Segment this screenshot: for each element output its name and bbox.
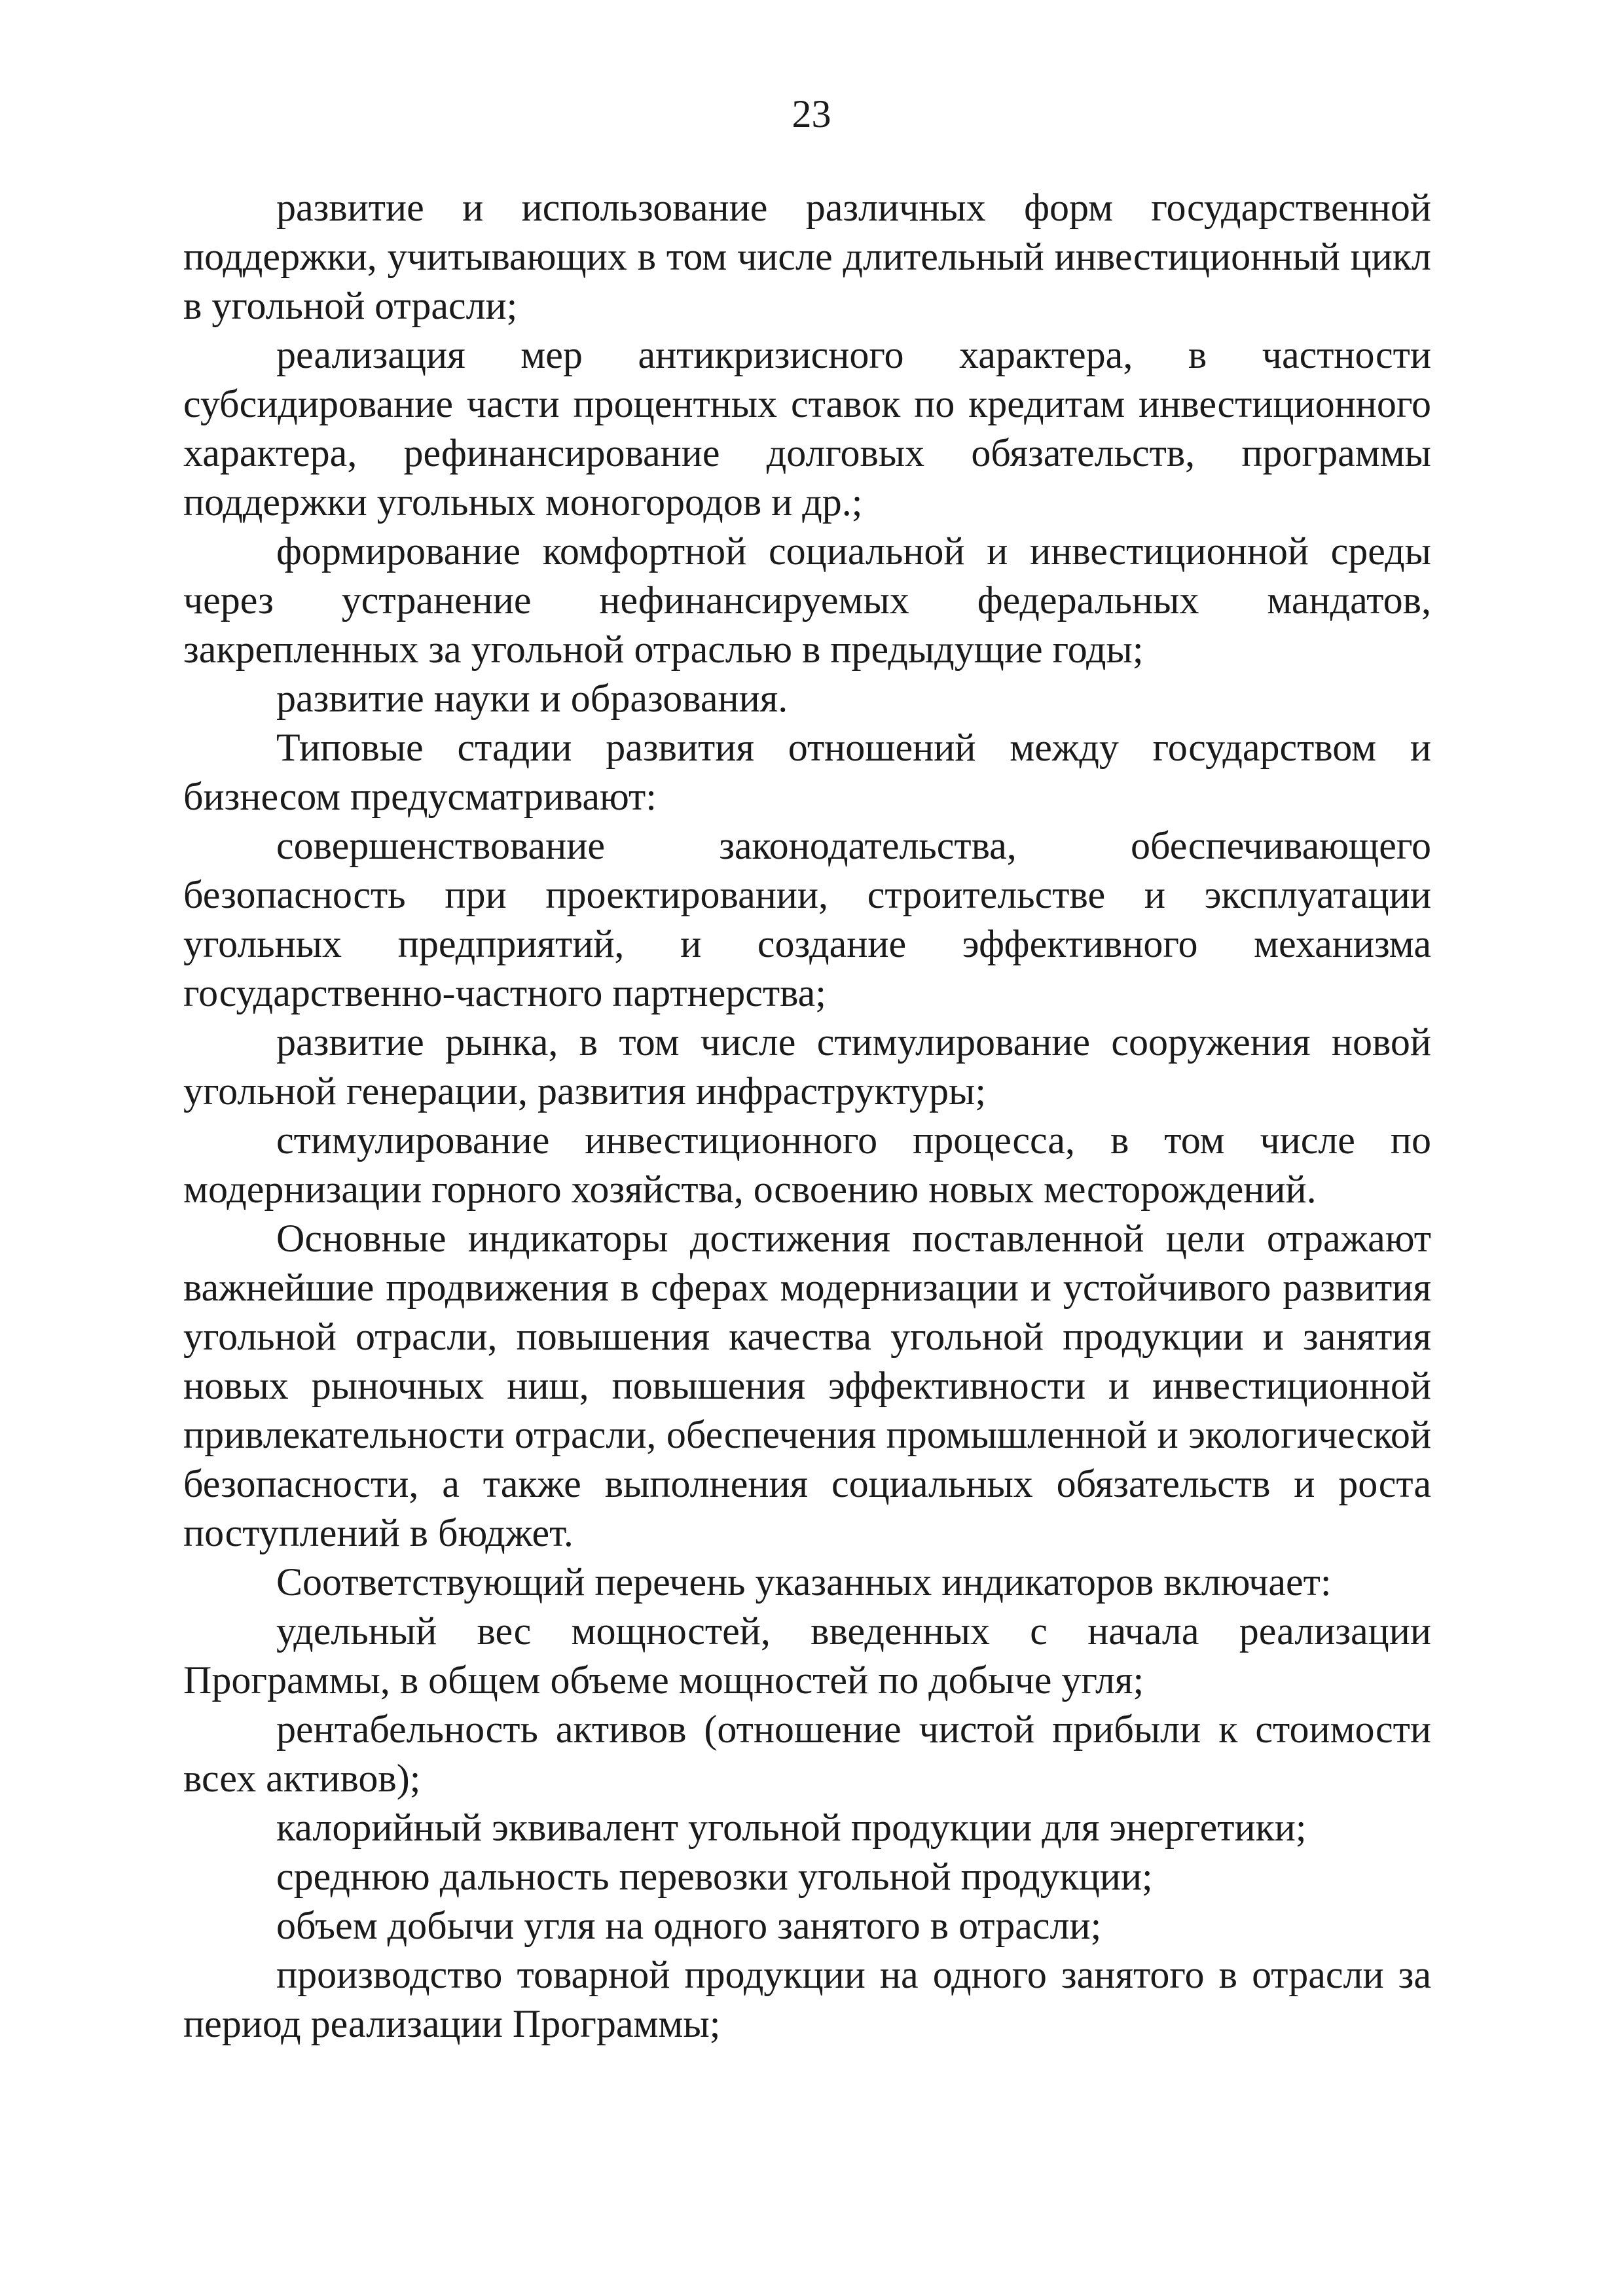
paragraph-anticrisis-measures: реализация мер антикризисного характера, в частности субсидирование части процентных ставок по кредитам инвестиционного характера, рефинансирование долговых обязательств, программы поддержки угольных моногородов и др.;: [183, 333, 1431, 524]
paragraph-social-environment: формирование комфортной социальной и инвестиционной среды через устранение нефинансируемых федеральных мандатов, закрепленных за угольной отраслью в предыдущие годы;: [183, 529, 1431, 671]
paragraph-legislation: совершенствование законодательства, обеспечивающего безопасность при проектировании, строительстве и эксплуатации угольных предприятий, и создание эффективного механизма государственно-частного партнерства;: [183, 824, 1431, 1014]
paragraph-main-indicators: Основные индикаторы достижения поставленной цели отражают важнейшие продвижения в сферах модернизации и устойчивого развития угольной отрасли, повышения качества угольной продукции и занятия новых рыночных ниш, повышения эффективности и инвестиционной привлекательности отрасли, обеспечения промышленной и экологической безопасности, а также выполнения социальных обязательств и роста поступлений в бюджет.: [183, 1217, 1431, 1554]
paragraph-investment-process: стимулирование инвестиционного процесса, в том числе по модернизации горного хозяйства, освоению новых месторождений.: [183, 1119, 1431, 1211]
page-number: 23: [792, 92, 831, 135]
list-item-transport-distance: среднюю дальность перевозки угольной продукции;: [276, 1855, 1153, 1898]
list-item-output-per-worker: объем добычи угля на одного занятого в отрасли;: [276, 1904, 1102, 1947]
paragraph-science-education: развитие науки и образования.: [276, 677, 788, 720]
paragraph-state-support: развитие и использование различных форм государственной поддержки, учитывающих в том числе длительный инвестиционный цикл в угольной отрасли;: [183, 186, 1431, 327]
list-item-calorific-equivalent: калорийный эквивалент угольной продукции для энергетики;: [276, 1806, 1307, 1849]
list-item-capacity-share: удельный вес мощностей, введенных с начала реализации Программы, в общем объеме мощностей по добыче угля;: [183, 1609, 1431, 1702]
list-item-commodity-production: производство товарной продукции на одного занятого в отрасли за период реализации Программы;: [183, 1953, 1431, 2045]
paragraph-typical-stages: Типовые стадии развития отношений между государством и бизнесом предусматривают:: [183, 726, 1431, 818]
paragraph-market-development: развитие рынка, в том числе стимулирование сооружения новой угольной генерации, развития инфраструктуры;: [183, 1020, 1431, 1113]
document-body: [183, 183, 1431, 2049]
list-item-asset-profitability: рентабельность активов (отношение чистой прибыли к стоимости всех активов);: [183, 1708, 1431, 1800]
paragraph-indicator-list-intro: Соответствующий перечень указанных индикаторов включает:: [276, 1560, 1332, 1604]
